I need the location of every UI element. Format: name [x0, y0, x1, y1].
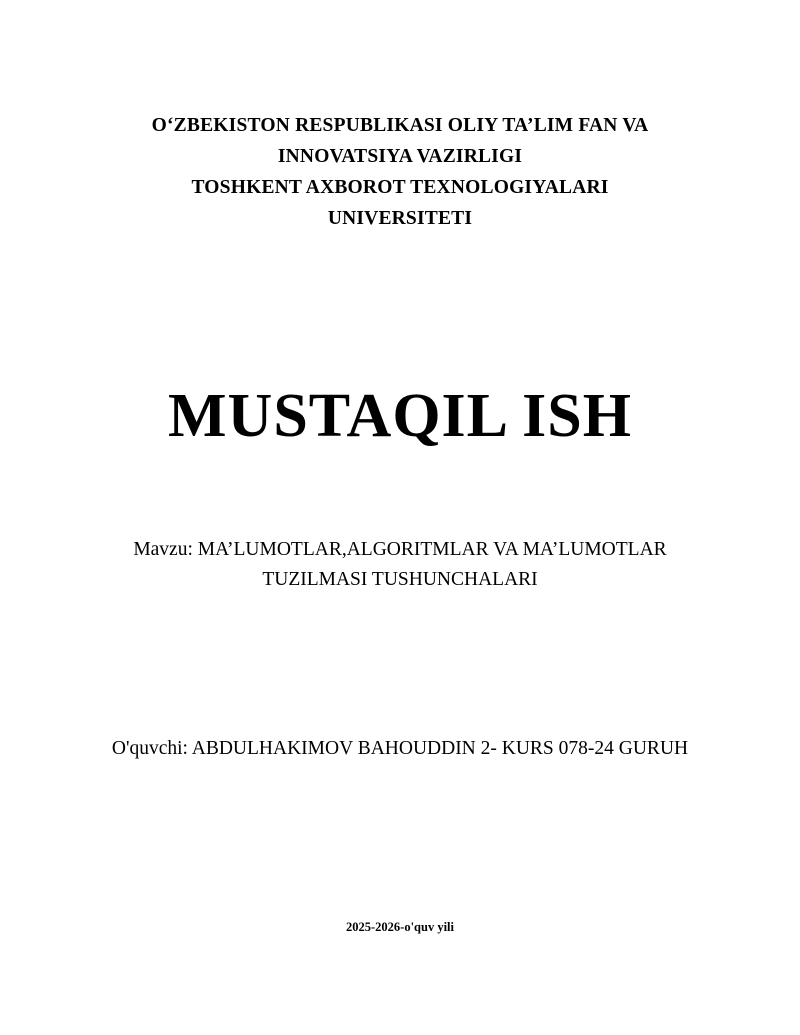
academic-year: 2025-2026-o'quv yili: [346, 920, 454, 935]
document-title: MUSTAQIL ISH: [168, 382, 632, 450]
academic-year-block: [150, 918, 650, 936]
student-line-1: O'quvchi: ABDULHAKIMOV BAHOUDDIN 2- KURS 078-24 GURUH: [111, 738, 689, 760]
institution-line-4: UNIVERSITETI: [327, 208, 473, 229]
subject-line-1: Mavzu: MA’LUMOTLAR,ALGORITMLAR VA MA’LUMOTLAR: [133, 539, 667, 561]
institution-header: [80, 110, 720, 234]
institution-line-1: O‘ZBEKISTON RESPUBLIKASI OLIY TA’LIM FAN VA: [151, 115, 649, 136]
institution-line-2: INNOVATSIYA VAZIRLIGI: [277, 146, 523, 167]
institution-line-3: TOSHKENT AXBOROT TEXNOLOGIYALARI: [191, 177, 609, 198]
subject-line-2: TUZILMASI TUSHUNCHALARI: [262, 569, 538, 591]
subject-block: [90, 535, 710, 595]
student-block: [50, 735, 750, 763]
